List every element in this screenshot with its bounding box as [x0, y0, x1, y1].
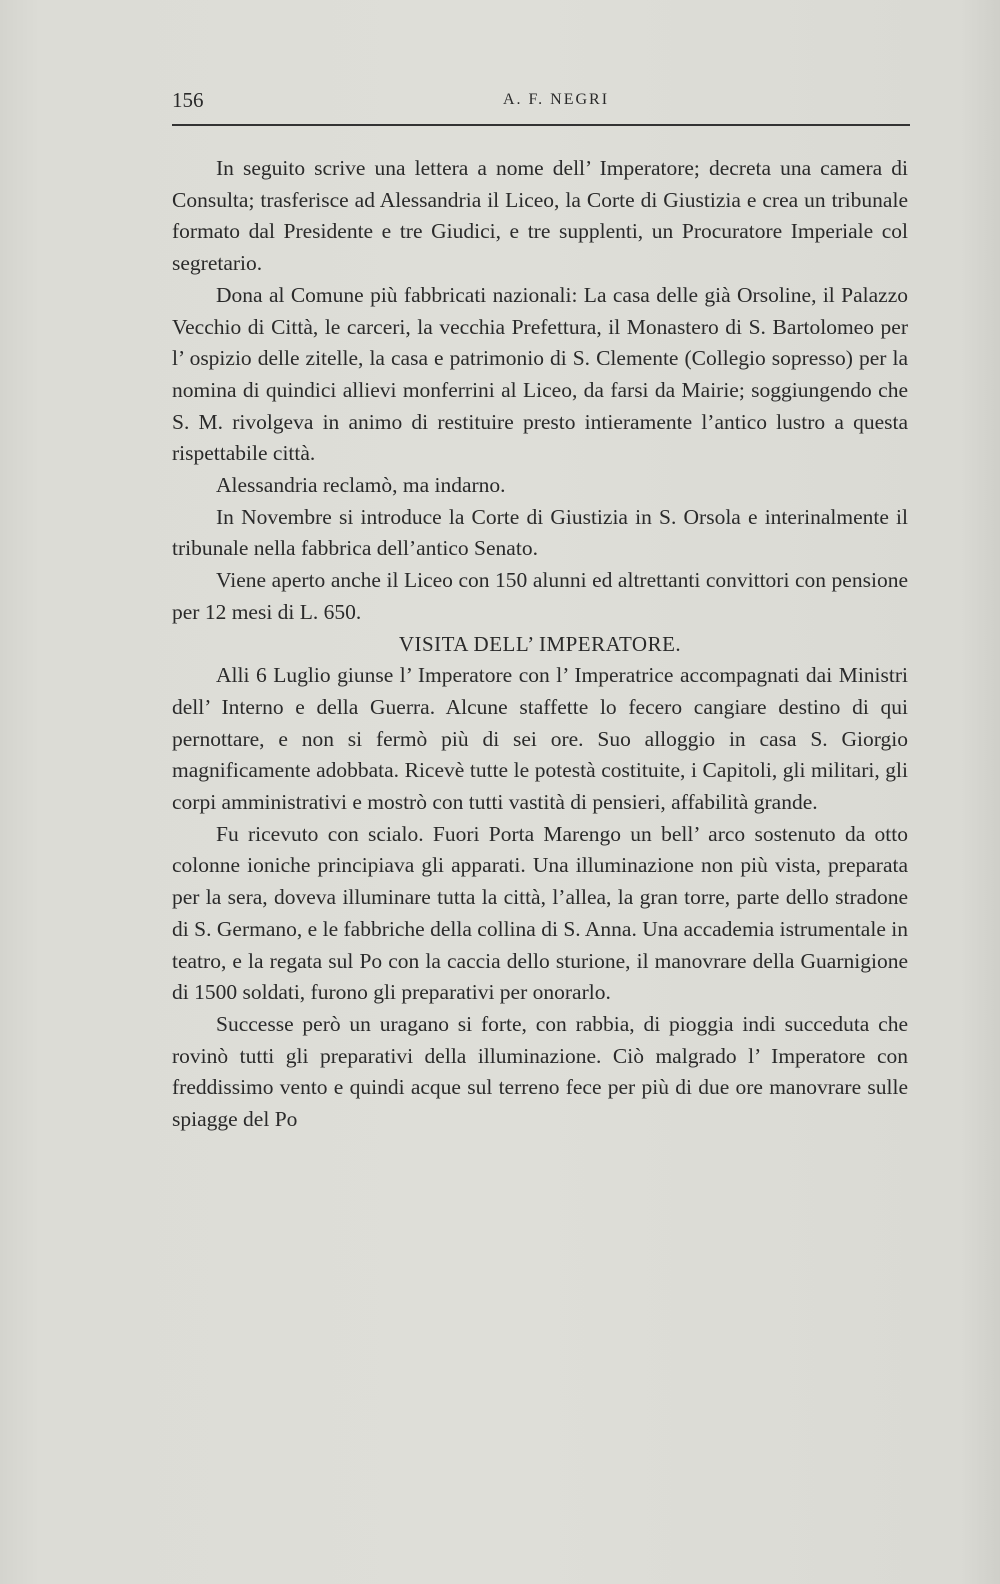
- paragraph: Fu ricevuto con scialo. Fuori Porta Marengo un bell’ arco sostenuto da otto colonne ioniche principiava gli apparati. Una illuminazione non più vista, preparata per la sera, doveva illuminare tutta la città, l’allea, la gran torre, parte dello stradone di S. Germano, e le fabbriche della collina di S. Anna. Una accademia istrumentale in teatro, e la regata sul Po con la caccia dello sturione, il manovrare della Guarnigione di 1500 soldati, furono gli preparativi per onorarlo.: [172, 821, 908, 1005]
- paragraph: Dona al Comune più fabbricati nazionali: La casa delle già Orsoline, il Palazzo Vecchio di Città, le carceri, la vecchia Prefettura, il Monastero di S. Bartolomeo per l’ ospizio delle zitelle, la casa e patrimonio di S. Clemente (Collegio sopresso) per la nomina di quindici allievi monferrini al Liceo, da farsi da Mairie; soggiungendo che S. M. rivolgeva in animo di restituire presto intieramente l’antico lustro a questa rispettabile città.: [172, 282, 908, 466]
- paragraph: Alessandria reclamò, ma indarno.: [216, 473, 506, 498]
- paragraph: In seguito scrive una lettera a nome dell’ Imperatore; decreta una camera di Consulta; trasferisce ad Alessandria il Liceo, la Corte di Giustizia e crea un tribunale formato dal Presidente e tre Giudici, e tre supplenti, un Procuratore Imperiale col segretario.: [172, 156, 908, 276]
- body-text: [172, 153, 908, 1136]
- paragraph: Successe però un uragano si forte, con rabbia, di pioggia indi succeduta che rovinò tutti gli preparativi della illuminazione. Ciò malgrado l’ Imperatore con freddissimo vento e quindi acque sul terreno fece per più di due ore manovrare sulle spiagge del Po: [172, 1011, 908, 1132]
- section-heading: VISITA DELL’ IMPERATORE.: [398, 631, 682, 656]
- paragraph: Alli 6 Luglio giunse l’ Imperatore con l’ Imperatrice accompagnati dai Ministri dell’ Interno e della Guerra. Alcune staffette lo fecero cangiare destino di qui pernottare, e non si fermò più di sei ore. Suo alloggio in casa S. Giorgio magnificamente adobbata. Ricevè tutte le potestà costituite, i Capitoli, gli militari, gli corpi amministrativi e mostrò con tutti vastità di pensieri, affabilità grande.: [172, 663, 908, 815]
- header-rule: [172, 124, 910, 126]
- page-number: 156: [172, 88, 204, 112]
- running-head: [172, 88, 910, 118]
- paragraph: In Novembre si introduce la Corte di Giustizia in S. Orsola e interinalmente il tribunale nella fabbrica dell’antico Senato.: [172, 504, 908, 561]
- running-title: A. F. NEGRI: [502, 91, 610, 108]
- paragraph: Viene aperto anche il Liceo con 150 alunni ed altrettanti convittori con pensione per 12 mesi di L. 650.: [172, 568, 908, 624]
